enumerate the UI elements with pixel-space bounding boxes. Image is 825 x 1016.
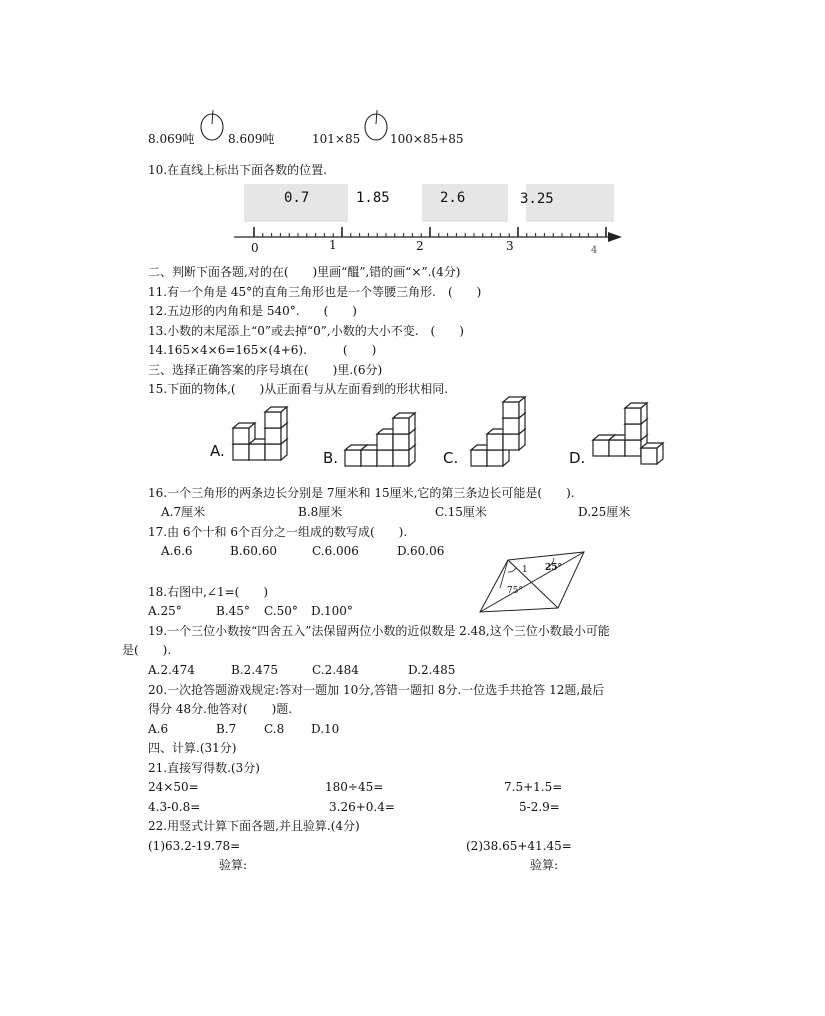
section-4-heading: 四、计算.(31分) — [148, 741, 237, 755]
q18-option-b: B.45° — [216, 604, 250, 618]
q16-option-c: C.15厘米 — [435, 505, 487, 519]
q16-option-b: B.8厘米 — [298, 505, 343, 519]
q21-item-1: 24×50= — [148, 780, 199, 794]
q17-option-a: A.6.6 — [161, 544, 193, 558]
angle-75-label: 75° — [507, 586, 523, 596]
option-c-label: C. — [443, 449, 459, 467]
q18-option-a: A.25° — [148, 604, 182, 618]
q12: 12.五边形的内角和是 540°. ( ) — [148, 304, 357, 318]
q20-line-1: 20.一次抢答题游戏规定:答对一题加 10分,答错一题扣 8分.一位选手共抢答 12题,最后 — [148, 683, 605, 697]
q21-item-3: 7.5+1.5= — [504, 780, 563, 794]
section-2-heading: 二、判断下面各题,对的在( )里画“醞”,错的画“×”.(4分) — [148, 265, 461, 279]
q15: 15.下面的物体,( )从正面看与从左面看到的形状相同. — [148, 382, 449, 396]
q19-line-1: 19.一个三位小数按“四舍五入”法保留两位小数的近似数是 2.48,这个三位小数最小可能 — [148, 624, 610, 638]
q21-item-2: 180÷45= — [325, 780, 384, 794]
q14: 14.165×4×6=165×(4+6). ( ) — [148, 343, 377, 357]
q22: 22.用竖式计算下面各题,并且验算.(4分) — [148, 819, 360, 833]
q11: 11.有一个角是 45°的直角三角形也是一个等腰三角形. ( ) — [148, 285, 482, 299]
q19-option-b: B.2.475 — [231, 663, 278, 677]
tick-label-4: 4 — [591, 245, 598, 256]
q8-left-b: 8.609吨 — [228, 132, 275, 146]
q21-item-4: 4.3-0.8= — [148, 800, 201, 814]
angle-25-label: 25° — [545, 563, 563, 573]
q17: 17.由 6个十和 6个百分之一组成的数写成( ). — [148, 525, 408, 539]
check-label-1: 验算: — [219, 858, 248, 872]
tick-label-2: 2 — [416, 239, 424, 253]
number-1-85: 1.85 — [356, 190, 390, 206]
q20-option-b: B.7 — [216, 722, 237, 736]
q13: 13.小数的末尾添上“0”或去掉“0”,小数的大小不变. ( ) — [148, 324, 464, 338]
tick-label-1: 1 — [329, 238, 337, 252]
angle-1-label: 1 — [522, 565, 528, 575]
q19-option-d: D.2.485 — [408, 663, 456, 677]
q16-option-d: D.25厘米 — [578, 505, 631, 519]
q16-option-a: A.7厘米 — [161, 505, 206, 519]
compare-circle-1 — [199, 108, 227, 144]
section-3-heading: 三、选择正确答案的序号填在( )里.(6分) — [148, 363, 383, 377]
option-b-label: B. — [323, 449, 339, 467]
q20-line-2: 得分 48分.他答对( )题. — [148, 702, 293, 716]
q20-option-d: D.10 — [311, 722, 340, 736]
q9-right-a: 101×85 — [312, 132, 361, 146]
q9-right-b: 100×85+85 — [390, 132, 464, 146]
number-2-6: 2.6 — [440, 190, 466, 206]
compare-circle-2 — [363, 108, 391, 144]
option-a-label: A. — [210, 442, 225, 460]
number-0-7: 0.7 — [284, 190, 310, 206]
q18: 18.右图中,∠1=( ) — [148, 585, 269, 599]
q18-option-c: C.50° — [264, 604, 298, 618]
q22-item-2: (2)38.65+41.45= — [466, 839, 572, 853]
q21: 21.直接写得数.(3分) — [148, 761, 260, 775]
q19-line-2: 是( ). — [122, 643, 172, 657]
q10-text: 10.在直线上标出下面各数的位置. — [148, 163, 327, 177]
tick-label-0: 0 — [251, 241, 259, 255]
q18-angle-figure — [478, 550, 590, 618]
q19-option-a: A.2.474 — [148, 663, 195, 677]
option-d-label: D. — [569, 449, 586, 467]
q21-item-5: 3.26+0.4= — [329, 800, 395, 814]
q17-option-b: B.60.60 — [230, 544, 277, 558]
q20-option-c: C.8 — [264, 722, 285, 736]
check-label-2: 验算: — [530, 858, 559, 872]
q22-item-1: (1)63.2-19.78= — [148, 839, 241, 853]
q18-option-d: D.100° — [311, 604, 353, 618]
q16: 16.一个三角形的两条边长分别是 7厘米和 15厘米,它的第三条边长可能是( ). — [148, 486, 575, 500]
q21-item-6: 5-2.9= — [519, 800, 560, 814]
q17-option-c: C.6.006 — [312, 544, 359, 558]
q15-cube-figures — [205, 400, 665, 480]
number-3-25: 3.25 — [520, 191, 554, 207]
q8-left-a: 8.069吨 — [148, 132, 195, 146]
q17-option-d: D.60.06 — [397, 544, 445, 558]
q19-option-c: C.2.484 — [312, 663, 359, 677]
q20-option-a: A.6 — [148, 722, 169, 736]
tick-label-3: 3 — [506, 239, 514, 253]
